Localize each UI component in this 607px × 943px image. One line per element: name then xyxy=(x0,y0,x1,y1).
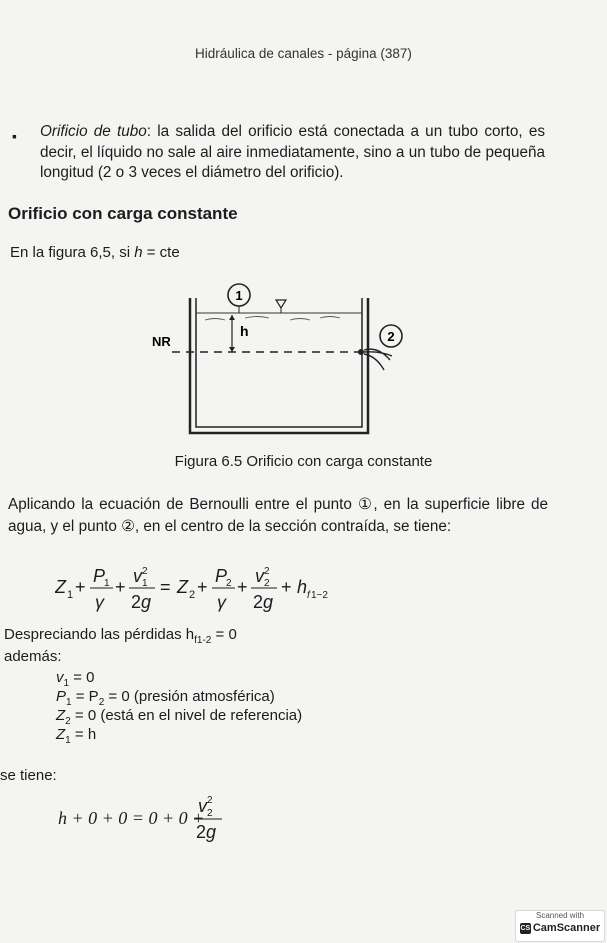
svg-text:g: g xyxy=(206,822,217,842)
intro-var: h xyxy=(134,244,143,261)
camscanner-logo-icon: CS xyxy=(520,924,531,932)
badge-name: CamScanner xyxy=(532,922,601,934)
section-title: Orificio con carga constante xyxy=(8,204,238,223)
svg-text:P: P xyxy=(93,566,106,586)
svg-text:+: + xyxy=(115,577,126,597)
bernoulli-paragraph: Aplicando la ecuación de Bernoulli entre el punto ①, en la superficie libre de agua, y el punto ②, en el centro de la sección contraída, se tiene: xyxy=(8,496,548,535)
neglect-end: = 0 xyxy=(211,626,237,643)
svg-text:+: + xyxy=(197,577,208,597)
neglect-sub: f1-2 xyxy=(194,635,212,646)
neglect-text: Despreciando las pérdidas h xyxy=(4,626,195,643)
svg-text:2: 2 xyxy=(264,578,270,589)
svg-text:2: 2 xyxy=(207,795,213,806)
svg-text:2: 2 xyxy=(189,589,196,601)
svg-text:+: + xyxy=(237,577,248,597)
svg-text:+: + xyxy=(281,577,292,597)
svg-text:γ: γ xyxy=(95,592,104,612)
svg-text:γ: γ xyxy=(217,592,226,612)
svg-text:1: 1 xyxy=(142,578,148,589)
condition-z2: $Z_2 = 0$ (está en el nivel de referencia) xyxy=(56,707,303,727)
tank-diagram xyxy=(150,280,410,445)
svg-text:2: 2 xyxy=(226,578,232,589)
svg-text:=: = xyxy=(160,577,171,597)
svg-text:g: g xyxy=(263,592,274,612)
svg-text:h: h xyxy=(297,577,308,597)
svg-text:2: 2 xyxy=(131,592,142,612)
intro-line xyxy=(10,244,180,261)
final-equation-fraction xyxy=(192,790,232,842)
intro-text-end: = cte xyxy=(142,244,180,261)
point-1-label: 1 xyxy=(235,288,243,303)
ademas-label: además: xyxy=(4,648,62,665)
point-2-label: 2 xyxy=(387,329,395,344)
figure-caption: Figura 6.5 Orificio con carga constante xyxy=(174,453,433,470)
badge-name-row xyxy=(516,922,604,934)
page-header: Hidráulica de canales - página (387) xyxy=(195,46,412,61)
svg-text:v: v xyxy=(198,796,207,816)
water-ripples xyxy=(205,317,340,321)
bullet-marker: ▪ xyxy=(12,128,17,144)
svg-text:2: 2 xyxy=(142,566,148,577)
final-equation-lhs: h + 0 + 0 = 0 + 0 + xyxy=(58,808,205,828)
bullet-body: : la salida del orificio está conectada a un tubo corto, es decir, el líquido no sale al aire inmediatamente, sino a un tubo de pequeña longitud (2 o 3 veces el diámetro del orificio). xyxy=(40,123,545,181)
svg-text:2: 2 xyxy=(253,592,264,612)
svg-text:1−2: 1−2 xyxy=(311,590,328,601)
svg-text:v: v xyxy=(255,566,264,586)
svg-text:2: 2 xyxy=(207,808,213,819)
condition-p: $P_1 = P_2 = 0$ (presión atmosférica) xyxy=(56,688,275,708)
svg-text:2: 2 xyxy=(264,566,270,577)
bullet-term: Orificio de tubo xyxy=(40,123,147,140)
nr-label: NR xyxy=(152,334,171,349)
svg-text:g: g xyxy=(141,592,152,612)
condition-z1: $Z_1 = h$ xyxy=(56,726,97,746)
svg-text:1: 1 xyxy=(104,578,110,589)
badge-top-text: Scanned with xyxy=(535,911,585,920)
svg-text:Z: Z xyxy=(55,577,66,597)
svg-text:2: 2 xyxy=(196,822,207,842)
se-tiene-label: se tiene: xyxy=(0,767,57,784)
neglect-line xyxy=(4,626,237,646)
svg-text:P: P xyxy=(215,566,228,586)
free-surface-symbol xyxy=(276,300,286,308)
svg-text:f: f xyxy=(307,590,310,601)
svg-text:Z: Z xyxy=(177,577,188,597)
svg-text:+: + xyxy=(75,577,86,597)
condition-v1: $v_1 = 0$ xyxy=(56,669,95,689)
bullet-paragraph xyxy=(40,122,545,184)
bernoulli-equation xyxy=(55,560,385,618)
h-label: h xyxy=(240,323,249,339)
orifice-point xyxy=(358,349,364,355)
intro-text: En la figura 6,5, si xyxy=(10,244,135,261)
svg-text:v: v xyxy=(133,566,142,586)
camscanner-badge xyxy=(515,910,605,942)
svg-text:1: 1 xyxy=(67,589,74,601)
